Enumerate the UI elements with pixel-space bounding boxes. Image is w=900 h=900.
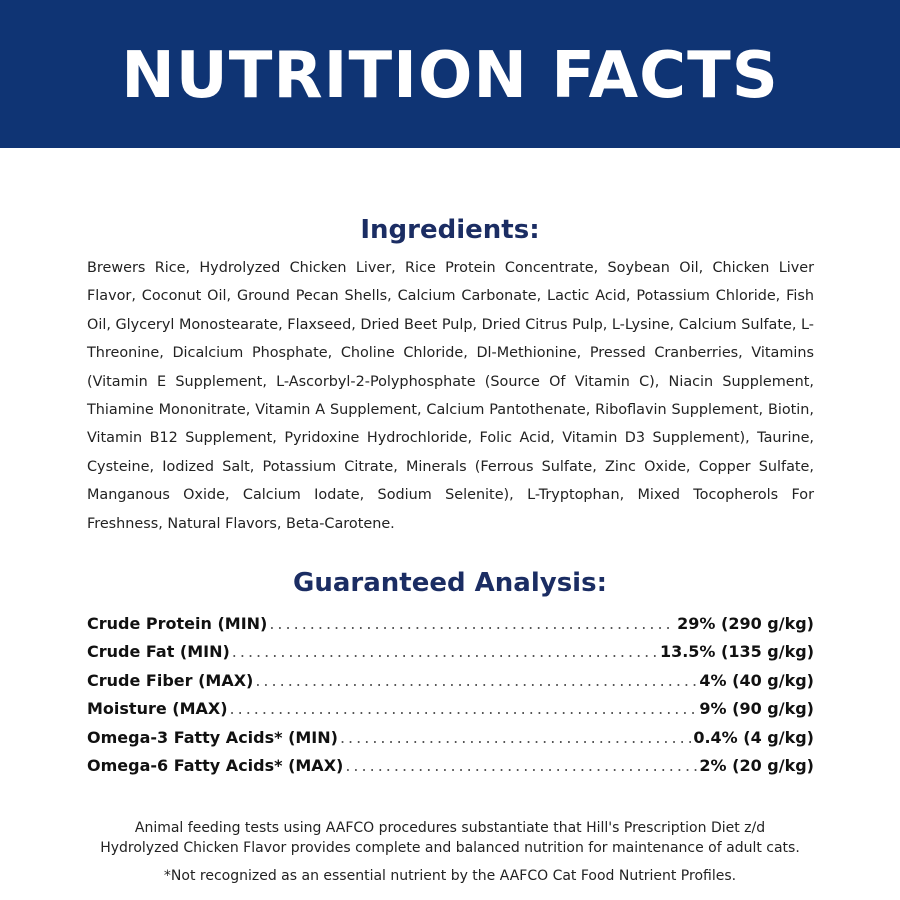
analysis-value: 9% (90 g/kg) (699, 699, 814, 719)
analysis-row-crude-protein (87, 614, 814, 642)
dot-leader (230, 699, 698, 718)
guaranteed-analysis-table (87, 614, 814, 784)
analysis-value: 4% (40 g/kg) (699, 670, 814, 690)
dot-leader (340, 728, 691, 747)
dot-leader (232, 642, 658, 661)
dot-leader (345, 756, 697, 775)
analysis-value: 0.4% (4 g/kg) (693, 727, 814, 747)
analysis-label: Crude Fat (MIN) (87, 642, 230, 662)
analysis-label: Crude Protein (MIN) (87, 614, 268, 633)
analysis-value: 2% (20 g/kg) (699, 755, 814, 775)
ingredients-heading: Ingredients: (360, 215, 540, 245)
analysis-row-moisture (87, 699, 814, 727)
analysis-value: 29% (290 g/kg) (677, 614, 814, 633)
dot-leader (269, 614, 675, 633)
analysis-row-crude-fiber (87, 671, 814, 699)
ingredients-list: Brewers Rice, Hydrolyzed Chicken Liver, Rice Protein Concentrate, Soybean Oil, Chicken Liver Flavor, Coconut Oil, Ground Pecan Shells, Calcium Carbonate, Lactic Acid, Potassium Chloride, Fish Oil, Glyceryl Monostearate, Flaxseed, Dried Beet Pulp, Dried Citrus Pulp, L-Lysine, Calcium Sulfate, L-Threonine, Dicalcium Phosphate, Choline Chloride, Dl-Methionine, Pressed Cranberries, Vitamins (Vitamin E Supplement, L-Ascorbyl-2-Polyphosphate (Source Of Vitamin C), Niacin Supplement, Thiamine Mononitrate, Vitamin A Supplement, Calcium Pantothenate, Riboflavin Supplement, Biotin, Vitamin B12 Supplement, Pyridoxine Hydrochloride, Folic Acid, Vitamin D3 Supplement), Taurine, Cysteine, Iodized Salt, Potassium Citrate, Minerals (Ferrous Sulfate, Zinc Oxide, Copper Sulfate, Manganous Oxide, Calcium Iodate, Sodium Selenite), L-Tryptophan, Mixed Tocopherols For Freshness, Natural Flavors, Beta-Carotene. (87, 260, 814, 532)
analysis-label: Crude Fiber (MAX) (87, 670, 254, 690)
aafco-statement (40, 818, 860, 858)
analysis-label: Moisture (MAX) (87, 699, 228, 719)
aafco-statement-line-2: Hydrolyzed Chicken Flavor provides complete and balanced nutrition for maintenance of adult cats. (100, 840, 800, 856)
analysis-label: Omega-3 Fatty Acids* (MIN) (87, 727, 338, 747)
analysis-value: 13.5% (135 g/kg) (659, 642, 814, 662)
analysis-row-crude-fat (87, 642, 814, 670)
nutrition-facts-banner (0, 0, 900, 148)
aafco-statement-line-1: Animal feeding tests using AAFCO procedures substantiate that Hill's Prescription Diet z/d (134, 820, 766, 836)
dot-leader (255, 671, 697, 690)
analysis-row-omega-6 (87, 756, 814, 784)
guaranteed-analysis-heading: Guaranteed Analysis: (293, 568, 607, 598)
page-title: NUTRITION FACTS (121, 39, 779, 113)
analysis-label: Omega-6 Fatty Acids* (MAX) (87, 755, 344, 775)
analysis-row-omega-3 (87, 728, 814, 756)
essential-nutrient-footnote: *Not recognized as an essential nutrient by the AAFCO Cat Food Nutrient Profiles. (163, 868, 737, 884)
